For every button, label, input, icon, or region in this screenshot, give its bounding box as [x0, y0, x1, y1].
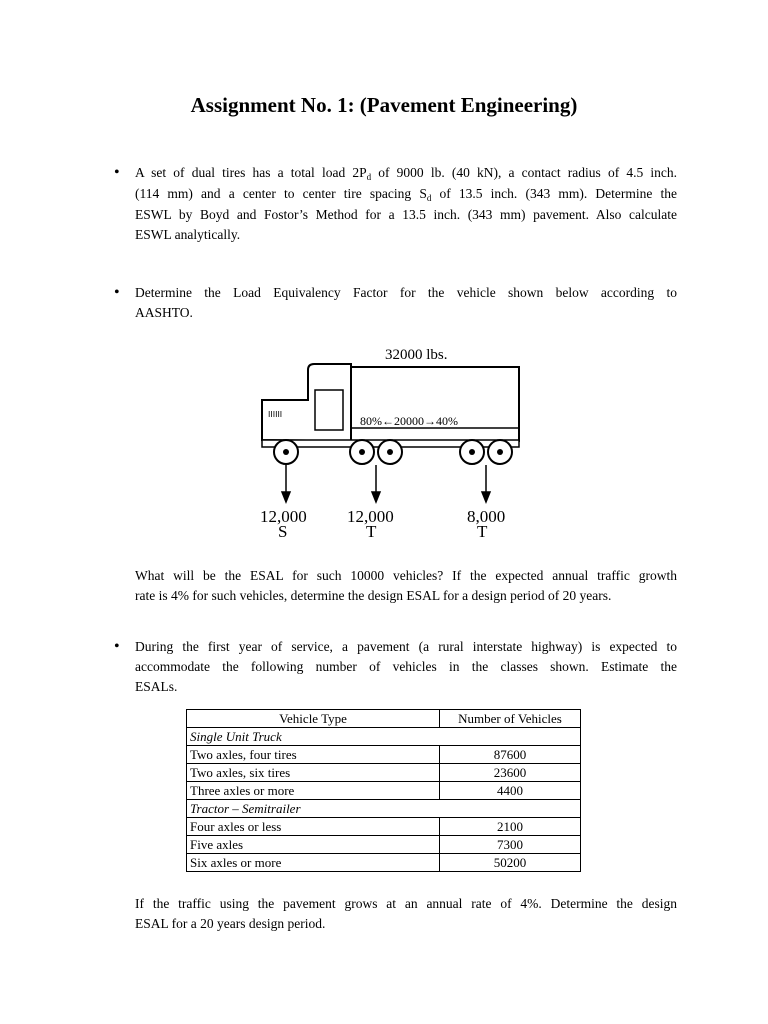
front-wheel [274, 440, 298, 464]
table-cell: Four axles or less [187, 818, 440, 836]
q3-after-1: If the traffic using the pavement grows at an annual rate of 4%. Determine the design [135, 896, 677, 911]
load-split-label: 80%←20000→40% [360, 414, 458, 428]
question-2-text [135, 283, 677, 323]
table-cell: Three axles or more [187, 782, 440, 800]
trailer-tandem-wheel-1 [460, 440, 484, 464]
table-cell: 87600 [440, 746, 581, 764]
table-header-cell: Number of Vehicles [440, 710, 581, 728]
rear-tandem-wheel-1 [350, 440, 374, 464]
q1-line-3: ESWL by Boyd and Fostor’s Method for a 13.5 inch. (343 mm) pavement. Also calculate [135, 207, 677, 222]
q2-after-1: What will be the ESAL for such 10000 vehicles? If the expected annual traffic growth [135, 568, 677, 583]
question-1-text [135, 163, 677, 245]
page-title: Assignment No. 1: (Pavement Engineering) [190, 93, 578, 117]
truck-axle-load-figure [250, 340, 530, 540]
table-cell: 23600 [440, 764, 581, 782]
q2-after-2: rate is 4% for such vehicles, determine the design ESAL for a design period of 20 years. [135, 588, 612, 603]
q3-line-1: During the first year of service, a pavement (a rural interstate highway) is expected to [135, 639, 677, 654]
axle-2-type: T [366, 522, 377, 540]
axle-1-type: S [278, 522, 288, 540]
question-2-followup [135, 566, 677, 606]
axle-3-type: T [477, 522, 488, 540]
table-cell: 50200 [440, 854, 581, 872]
question-3-followup [135, 894, 677, 934]
table-group-row [187, 728, 581, 746]
question-3-text [135, 637, 677, 697]
table-cell: Two axles, six tires [187, 764, 440, 782]
table-cell: 2100 [440, 818, 581, 836]
total-load-label: 32000 lbs. [385, 347, 448, 363]
vehicle-count-table [186, 709, 581, 872]
table-header-row [187, 710, 581, 728]
q3-line-3: ESALs. [135, 679, 178, 694]
cab-window [315, 390, 343, 430]
axle-3-arrowhead [482, 492, 490, 502]
axle-3-load: 8,000 [467, 507, 506, 526]
table-row [187, 836, 581, 854]
axle-1-arrowhead [282, 492, 290, 502]
table-row [187, 764, 581, 782]
q3-line-2: accommodate the following number of vehicles in the classes shown. Estimate the [135, 659, 677, 674]
table-group-row [187, 800, 581, 818]
trailer-tandem-wheel-2 [488, 440, 512, 464]
table-cell: Five axles [187, 836, 440, 854]
q3-after-2: ESAL for a 20 years design period. [135, 916, 326, 931]
table-header-cell: Vehicle Type [187, 710, 440, 728]
bullet-marker: • [114, 638, 120, 655]
table-row [187, 746, 581, 764]
table-cell: 7300 [440, 836, 581, 854]
q2-line-2: AASHTO. [135, 305, 193, 320]
table-group-label: Single Unit Truck [187, 728, 581, 746]
trailer-box [351, 367, 519, 441]
axle-2-load: 12,000 [347, 507, 394, 526]
q1-line-1: A set of dual tires has a total load $2P_d$ of 9000 lb. (40 kN), a contact radius of 4.5 inch. [135, 165, 677, 182]
rear-tandem-wheel-2 [378, 440, 402, 464]
axle-1-load: 12,000 [260, 507, 307, 526]
table-row [187, 782, 581, 800]
q2-line-1: Determine the Load Equivalency Factor for the vehicle shown below according to [135, 285, 677, 300]
q1-line-2: (114 mm) and a center to center tire spacing $S_d$ of 13.5 inch. (343 mm). Determine the [135, 186, 678, 203]
table-group-label: Tractor – Semitrailer [187, 800, 581, 818]
table-row [187, 854, 581, 872]
bullet-marker: • [114, 284, 120, 301]
axle-2-arrowhead [372, 492, 380, 502]
q1-line-4: ESWL analytically. [135, 227, 241, 242]
table-cell: 4400 [440, 782, 581, 800]
cab-grille-label: IIIIII [268, 410, 283, 419]
table-cell: Two axles, four tires [187, 746, 440, 764]
bullet-marker: • [114, 164, 120, 181]
table-cell: Six axles or more [187, 854, 440, 872]
table-row [187, 818, 581, 836]
